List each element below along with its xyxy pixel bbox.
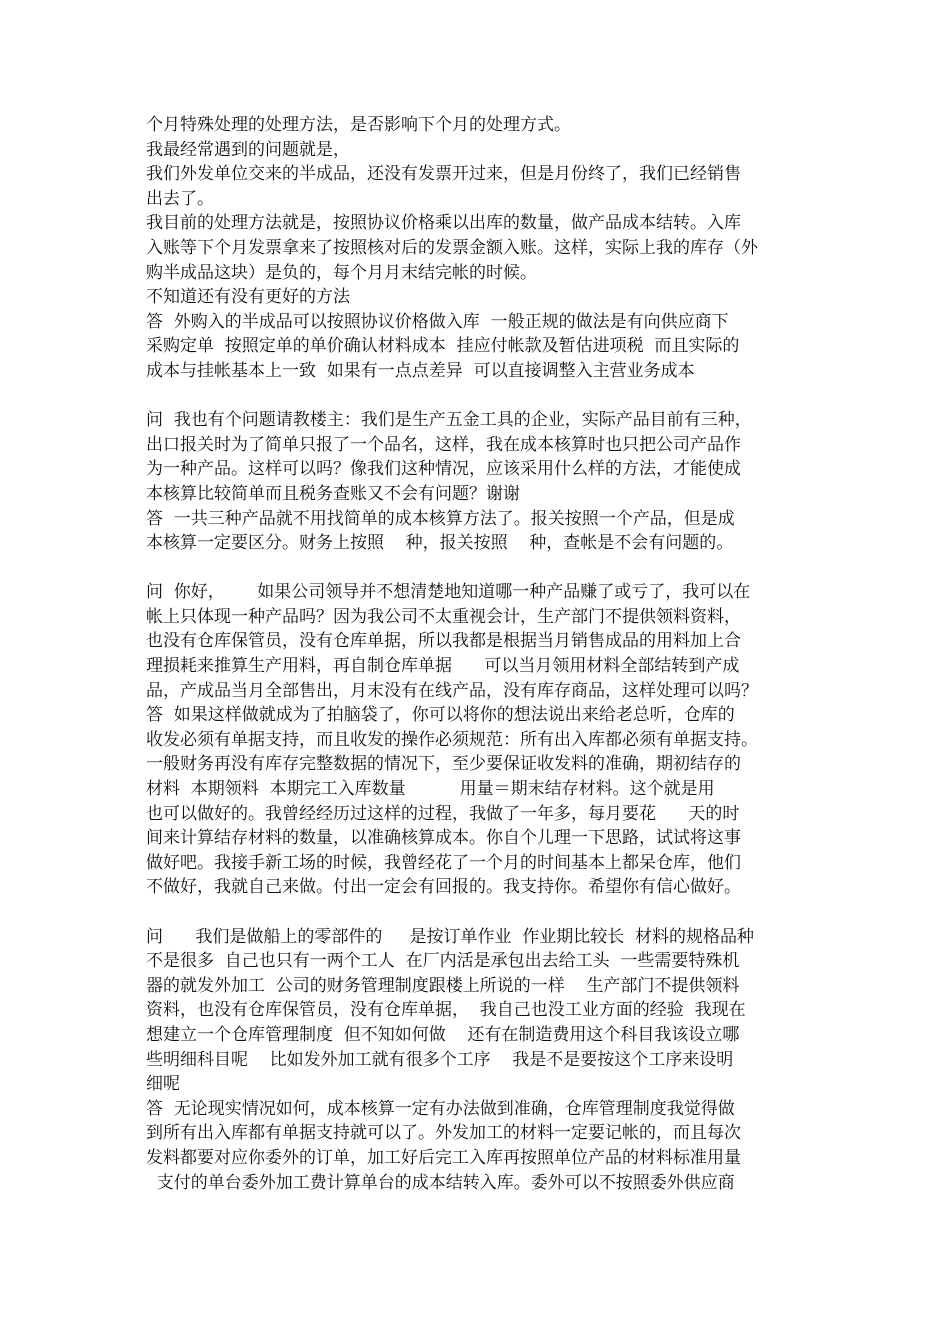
text-line: 细呢 bbox=[146, 1074, 180, 1095]
text-line: 成本与挂帐基本上一致 如果有一点点差异 可以直接调整入主营业务成本 bbox=[146, 360, 695, 381]
text-line: 答 外购入的半成品可以按照协议价格做入库 一般正规的做法是有向供应商下 bbox=[146, 311, 729, 332]
text-line: 间来计算结存材料的数量，以准确核算成本。你自个儿理一下思路，试试将这事 bbox=[146, 828, 741, 849]
text-line: 问 我也有个问题请教楼主：我们是生产五金工具的企业，实际产品目前有三种， bbox=[146, 410, 752, 431]
text-line: 我们外发单位交来的半成品，还没有发票开过来，但是月份终了，我们已经销售 bbox=[146, 164, 741, 185]
text-line: 资料，也没有仓库保管员，没有仓库单据， 我自己也没工业方面的经验 我现在 bbox=[146, 1000, 746, 1021]
text-line: 也可以做好的。我曾经经历过这样的过程，我做了一年多，每月要花 天的时 bbox=[146, 803, 740, 824]
text-line: 入账等下个月发票拿来了按照核对后的发票金额入账。这样，实际上我的库存（外 bbox=[146, 237, 758, 258]
text-line: 我最经常遇到的问题就是， bbox=[146, 139, 350, 160]
text-line: 不是很多 自己也只有一两个工人 在厂内活是承包出去给工头 一些需要特殊机 bbox=[146, 951, 740, 972]
text-line: 答 无论现实情况如何，成本核算一定有办法做到准确，仓库管理制度我觉得做 bbox=[146, 1098, 735, 1119]
text-line: 答 一共三种产品就不用找简单的成本核算方法了。报关按照一个产品，但是成 bbox=[146, 508, 735, 529]
text-line: 帐上只体现一种产品吗？因为我公司不太重视会计，生产部门不提供领料资料， bbox=[146, 606, 741, 627]
text-line: 不做好，我就自己来做。付出一定会有回报的。我支持你。希望你有信心做好。 bbox=[146, 877, 741, 898]
text-line: 也没有仓库保管员，没有仓库单据，所以我都是根据当月销售成品的用料加上合 bbox=[146, 631, 741, 652]
paragraph-gap bbox=[146, 384, 814, 409]
text-line: 问 我们是做船上的零部件的 是按订单作业 作业期比较长 材料的规格品种 bbox=[146, 926, 755, 947]
text-line: 答 如果这样做就成为了拍脑袋了，你可以将你的想法说出来给老总听，仓库的 bbox=[146, 705, 735, 726]
text-line: 为一种产品。这样可以吗？像我们这种情况，应该采用什么样的方法，才能使成 bbox=[146, 459, 741, 480]
text-line: 本核算一定要区分。财务上按照 种，报关按照 种，查帐是不会有问题的。 bbox=[146, 533, 734, 554]
text-line: 发料都要对应你委外的订单，加工好后完工入库再按照单位产品的材料标准用量 bbox=[146, 1147, 741, 1168]
text-line: 采购定单 按照定单的单价确认材料成本 挂应付帐款及暂估进项税 而且实际的 bbox=[146, 336, 740, 357]
text-line: 出口报关时为了简单只报了一个品名，这样，我在成本核算时也只把公司产品作 bbox=[146, 434, 741, 455]
text-line: 到所有出入库都有单据支持就可以了。外发加工的材料一定要记帐的，而且每次 bbox=[146, 1123, 741, 1144]
text-line: 做好吧。我接手新工场的时候，我曾经花了一个月的时间基本上都呆仓库，他们 bbox=[146, 852, 741, 873]
document-body bbox=[146, 113, 814, 1195]
text-line: 不知道还有没有更好的方法 bbox=[146, 287, 350, 308]
text-line: 本核算比较简单而且税务查账又不会有问题？谢谢 bbox=[146, 483, 520, 504]
paragraph-gap bbox=[146, 556, 814, 581]
text-line: 问 你好， 如果公司领导并不想清楚地知道哪一种产品赚了或亏了，我可以在 bbox=[146, 582, 751, 603]
text-line: 收发必须有单据支持，而且收发的操作必须规范：所有出入库都必须有单据支持。 bbox=[146, 729, 758, 750]
text-line: 一般财务再没有库存完整数据的情况下，至少要保证收发料的准确，期初结存的 bbox=[146, 754, 741, 775]
text-line: 器的就发外加工 公司的财务管理制度跟楼上所说的一样 生产部门不提供领料 bbox=[146, 975, 740, 996]
paragraph-gap bbox=[146, 900, 814, 925]
text-line: 些明细科目呢 比如发外加工就有很多个工序 我是不是要按这个工序来设明 bbox=[146, 1049, 734, 1070]
text-line: 想建立一个仓库管理制度 但不知如何做 还有在制造费用这个科目我该设立哪 bbox=[146, 1024, 740, 1045]
text-line: 出去了。 bbox=[146, 188, 214, 209]
text-line: 个月特殊处理的处理方法，是否影响下个月的处理方式。 bbox=[146, 115, 571, 135]
text-line: 理损耗来推算生产用料，再自制仓库单据 可以当月领用材料全部结转到产成 bbox=[146, 656, 740, 677]
text-line: 品，产成品当月全部售出，月末没有在线产品，没有库存商品，这样处理可以吗？ bbox=[146, 680, 758, 701]
text-line: 支付的单台委外加工费计算单台的成本结转入库。委外可以不按照委外供应商 bbox=[146, 1172, 735, 1193]
text-line: 购半成品这块）是负的，每个月月末结完帐的时候。 bbox=[146, 262, 537, 283]
text-line: 材料 本期领料 本期完工入库数量 用量＝期末结存材料。这个就是用 bbox=[146, 779, 715, 800]
text-line: 我目前的处理方法就是，按照协议价格乘以出库的数量，做产品成本结转。入库 bbox=[146, 213, 741, 234]
